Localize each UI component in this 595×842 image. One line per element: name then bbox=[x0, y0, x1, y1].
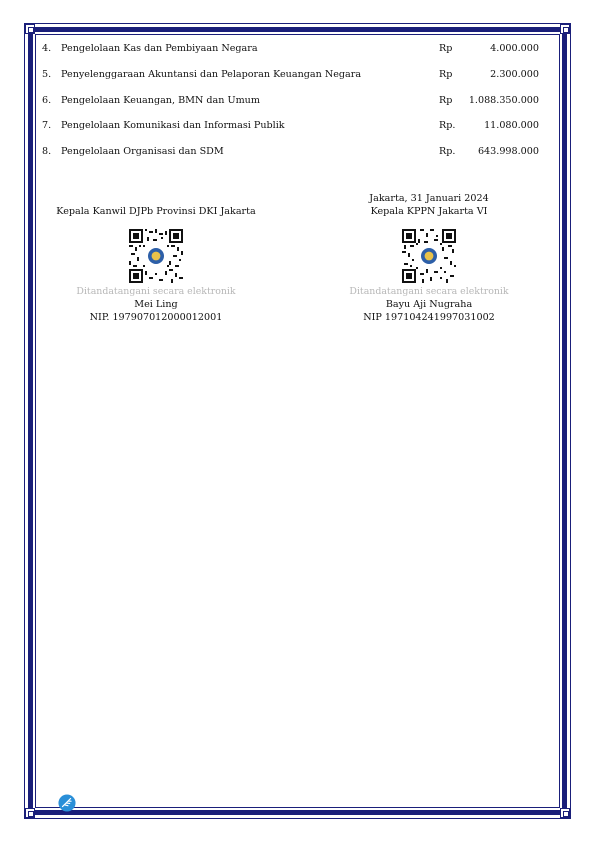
row-description: Pengelolaan Komunikasi dan Informasi Publik bbox=[61, 120, 285, 131]
signatory-name: Mei Ling bbox=[134, 299, 178, 310]
signature-left bbox=[40, 205, 272, 324]
row-amount: 4.000.000 bbox=[490, 43, 539, 54]
row-description: Penyelenggaraan Akuntansi dan Pelaporan Keuangan Negara bbox=[61, 69, 362, 80]
row-description: Pengelolaan Keuangan, BMN dan Umum bbox=[61, 95, 260, 106]
electronic-signature-note: Ditandatangani secara elektronik bbox=[349, 286, 509, 297]
row-number: 5. bbox=[42, 69, 52, 80]
signatory-nip: NIP 197104241997031002 bbox=[363, 312, 495, 323]
table-row bbox=[42, 119, 542, 133]
row-description: Pengelolaan Organisasi dan SDM bbox=[61, 146, 224, 157]
row-amount: 1.088.350.000 bbox=[468, 95, 539, 106]
row-number: 4. bbox=[42, 43, 52, 54]
row-number: 8. bbox=[42, 146, 52, 157]
table-row bbox=[42, 68, 542, 82]
signature-right bbox=[313, 192, 545, 324]
place-date: Jakarta, 31 Januari 2024 bbox=[369, 193, 489, 204]
row-amount: 11.080.000 bbox=[484, 120, 539, 131]
row-amount: 2.300.000 bbox=[490, 69, 539, 80]
signatory-name: Bayu Aji Nugraha bbox=[385, 299, 473, 310]
table-row bbox=[42, 42, 542, 56]
table-row bbox=[42, 94, 542, 108]
row-number: 7. bbox=[42, 120, 52, 131]
row-amount: 643.998.000 bbox=[477, 146, 539, 157]
row-currency: Rp bbox=[439, 43, 453, 54]
row-currency: Rp. bbox=[439, 120, 456, 131]
row-currency: Rp. bbox=[439, 146, 456, 157]
row-number: 6. bbox=[42, 95, 52, 106]
signatory-title: Kepala Kanwil DJPb Provinsi DKI Jakarta bbox=[56, 206, 256, 217]
row-description: Pengelolaan Kas dan Pembiyaan Negara bbox=[61, 43, 258, 54]
table-row bbox=[42, 145, 542, 159]
qr-code-icon bbox=[402, 229, 456, 283]
qr-code-icon bbox=[129, 229, 183, 283]
electronic-signature-note: Ditandatangani secara elektronik bbox=[76, 286, 236, 297]
row-currency: Rp bbox=[439, 69, 453, 80]
feather-logo-icon bbox=[58, 794, 76, 812]
row-currency: Rp bbox=[439, 95, 453, 106]
signatory-title: Kepala KPPN Jakarta VI bbox=[370, 206, 488, 217]
signatory-nip: NIP. 197907012000012001 bbox=[89, 312, 223, 323]
